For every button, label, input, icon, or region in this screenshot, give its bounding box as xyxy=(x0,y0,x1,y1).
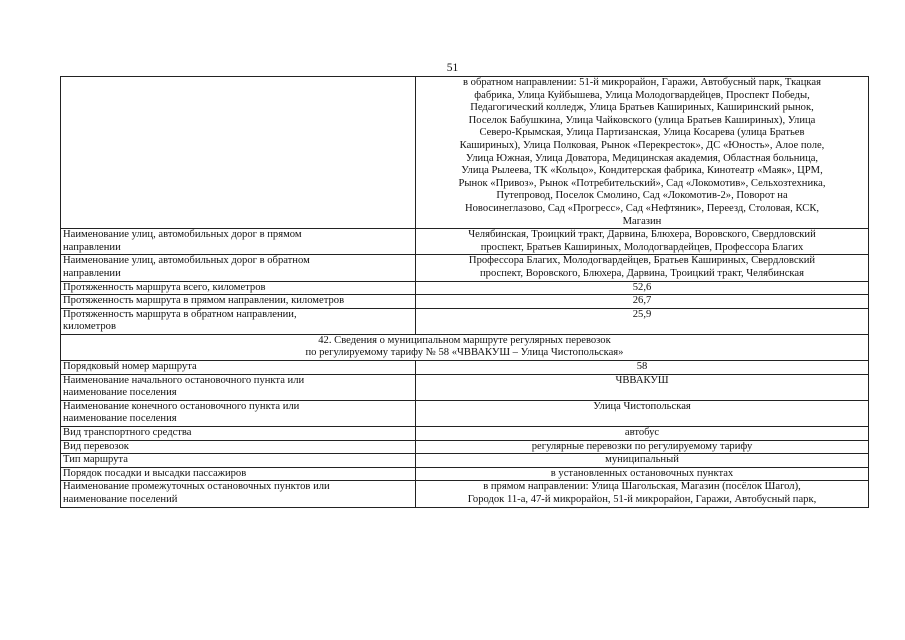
page-number: 51 xyxy=(446,62,459,74)
text-line: Северо-Крымская, Улица Партизанская, Улица Косарева (улица Братьев xyxy=(479,127,805,139)
route-number-value: 58 xyxy=(416,361,869,375)
text-line: направлении xyxy=(63,267,121,279)
text-line: Кашириных), Улица Полковая, Рынок «Перекресток», ДС «Юность», Алое поле, xyxy=(459,139,825,151)
start-stop-label xyxy=(61,374,416,400)
text-line: Протяженность маршрута в обратном направлении, xyxy=(63,308,297,320)
text-line: Наименование улиц, автомобильных дорог в прямом xyxy=(63,229,302,241)
text-line: Челябинская, Троицкий тракт, Дарвина, Блюхера, Воровского, Свердловский xyxy=(468,229,816,241)
length-forward-value: 26,7 xyxy=(416,295,869,309)
text-line: 42. Сведения о муниципальном маршруте регулярных перевозок xyxy=(318,334,611,346)
text-line: проспект, Воровского, Блюхера, Дарвина, Троицкий тракт, Челябинская xyxy=(479,267,804,279)
text-line: проспект, Братьев Кашириных, Молодогвардейцев, Профессора Благих xyxy=(480,241,804,253)
intermediate-stops-label xyxy=(61,481,416,507)
end-stop-label xyxy=(61,400,416,426)
table-row xyxy=(61,281,869,295)
route-number-label: Порядковый номер маршрута xyxy=(61,361,416,375)
table-row xyxy=(61,308,869,334)
table-row xyxy=(61,229,869,255)
end-stop-value: Улица Чистопольская xyxy=(416,400,869,426)
route-info-table xyxy=(60,76,869,508)
streets-backward-value xyxy=(416,255,869,281)
text-line: наименование поселений xyxy=(63,494,178,505)
table-row xyxy=(61,427,869,441)
intermediate-stops-value xyxy=(416,481,869,507)
text-line: наименование поселения xyxy=(63,413,177,425)
route-type-label: Тип маршрута xyxy=(61,454,416,468)
length-backward-label xyxy=(61,308,416,334)
text-line: направлении xyxy=(63,241,121,253)
table-row xyxy=(61,361,869,375)
empty-label-cell xyxy=(61,77,416,229)
transport-kind-value: регулярные перевозки по регулируемому тарифу xyxy=(416,440,869,454)
length-backward-value: 25,9 xyxy=(416,308,869,334)
text-line: Магазин xyxy=(622,215,662,227)
length-forward-label: Протяженность маршрута в прямом направлении, километров xyxy=(61,295,416,309)
route-type-value: муниципальный xyxy=(416,454,869,468)
text-line: в прямом направлении: Улица Шагольская, Магазин (посёлок Шагол), xyxy=(483,481,801,493)
text-line: Поселок Бабушкина, Улица Чайковского (улица Братьев Кашириных), Улица xyxy=(468,114,816,126)
text-line: наименование поселения xyxy=(63,387,177,399)
table-row xyxy=(61,481,869,507)
text-line: Наименование улиц, автомобильных дорог в обратном xyxy=(63,255,310,267)
text-line: Городок 11-а, 47-й микрорайон, 51-й микрорайон, Гаражи, Автобусный парк, xyxy=(467,494,817,505)
text-line: Педагогический колледж, Улица Братьев Кашириных, Каширинский рынок, xyxy=(470,102,814,114)
table-row xyxy=(61,374,869,400)
transport-kind-label: Вид перевозок xyxy=(61,440,416,454)
text-line: Наименование конечного остановочного пункта или xyxy=(63,400,300,412)
boarding-order-value: в установленных остановочных пунктах xyxy=(416,467,869,481)
backward-stops-cell xyxy=(416,77,869,229)
text-line: Наименование начального остановочного пункта или xyxy=(63,374,305,386)
length-total-value: 52,6 xyxy=(416,281,869,295)
text-line: фабрика, Улица Куйбышева, Улица Молодогвардейцев, Проспект Победы, xyxy=(474,89,810,101)
table-row xyxy=(61,467,869,481)
text-line: Путепровод, Поселок Смолино, Сад «Локомотив-2», Поворот на xyxy=(496,190,788,202)
text-line: по регулируемому тарифу № 58 «ЧВВАКУШ – Улица Чистопольская» xyxy=(305,347,624,359)
text-line: в обратном направлении: 51-й микрорайон, Гаражи, Автобусный парк, Ткацкая xyxy=(463,77,821,88)
table-row xyxy=(61,440,869,454)
table-row xyxy=(61,295,869,309)
streets-forward-value xyxy=(416,229,869,255)
text-line: Наименование промежуточных остановочных пунктов или xyxy=(63,481,330,493)
table-row xyxy=(61,454,869,468)
vehicle-type-value: автобус xyxy=(416,427,869,441)
table-row xyxy=(61,255,869,281)
table-row xyxy=(61,334,869,360)
streets-backward-label xyxy=(61,255,416,281)
vehicle-type-label: Вид транспортного средства xyxy=(61,427,416,441)
text-line: Улица Рылеева, ТК «Кольцо», Кондитерская фабрика, Кинотеатр «Маяк», ЦРМ, xyxy=(461,165,823,177)
boarding-order-label: Порядок посадки и высадки пассажиров xyxy=(61,467,416,481)
text-line: километров xyxy=(63,321,116,333)
table-row xyxy=(61,400,869,426)
length-total-label: Протяженность маршрута всего, километров xyxy=(61,281,416,295)
streets-forward-label xyxy=(61,229,416,255)
section-heading xyxy=(61,334,869,360)
text-line: Рынок «Привоз», Рынок «Потребительский», Сад «Локомотив», Сельхозтехника, xyxy=(458,177,826,189)
text-line: Улица Южная, Улица Доватора, Медицинская академия, Областная больница, xyxy=(465,152,819,164)
text-line: Новосинеглазово, Сад «Прогресс», Сад «Нефтяник», Переезд, Столовая, КСК, xyxy=(464,202,820,214)
text-line: Профессора Благих, Молодогвардейцев, Братьев Кашириных, Свердловский xyxy=(468,255,816,267)
start-stop-value: ЧВВАКУШ xyxy=(416,374,869,400)
table-row xyxy=(61,77,869,229)
